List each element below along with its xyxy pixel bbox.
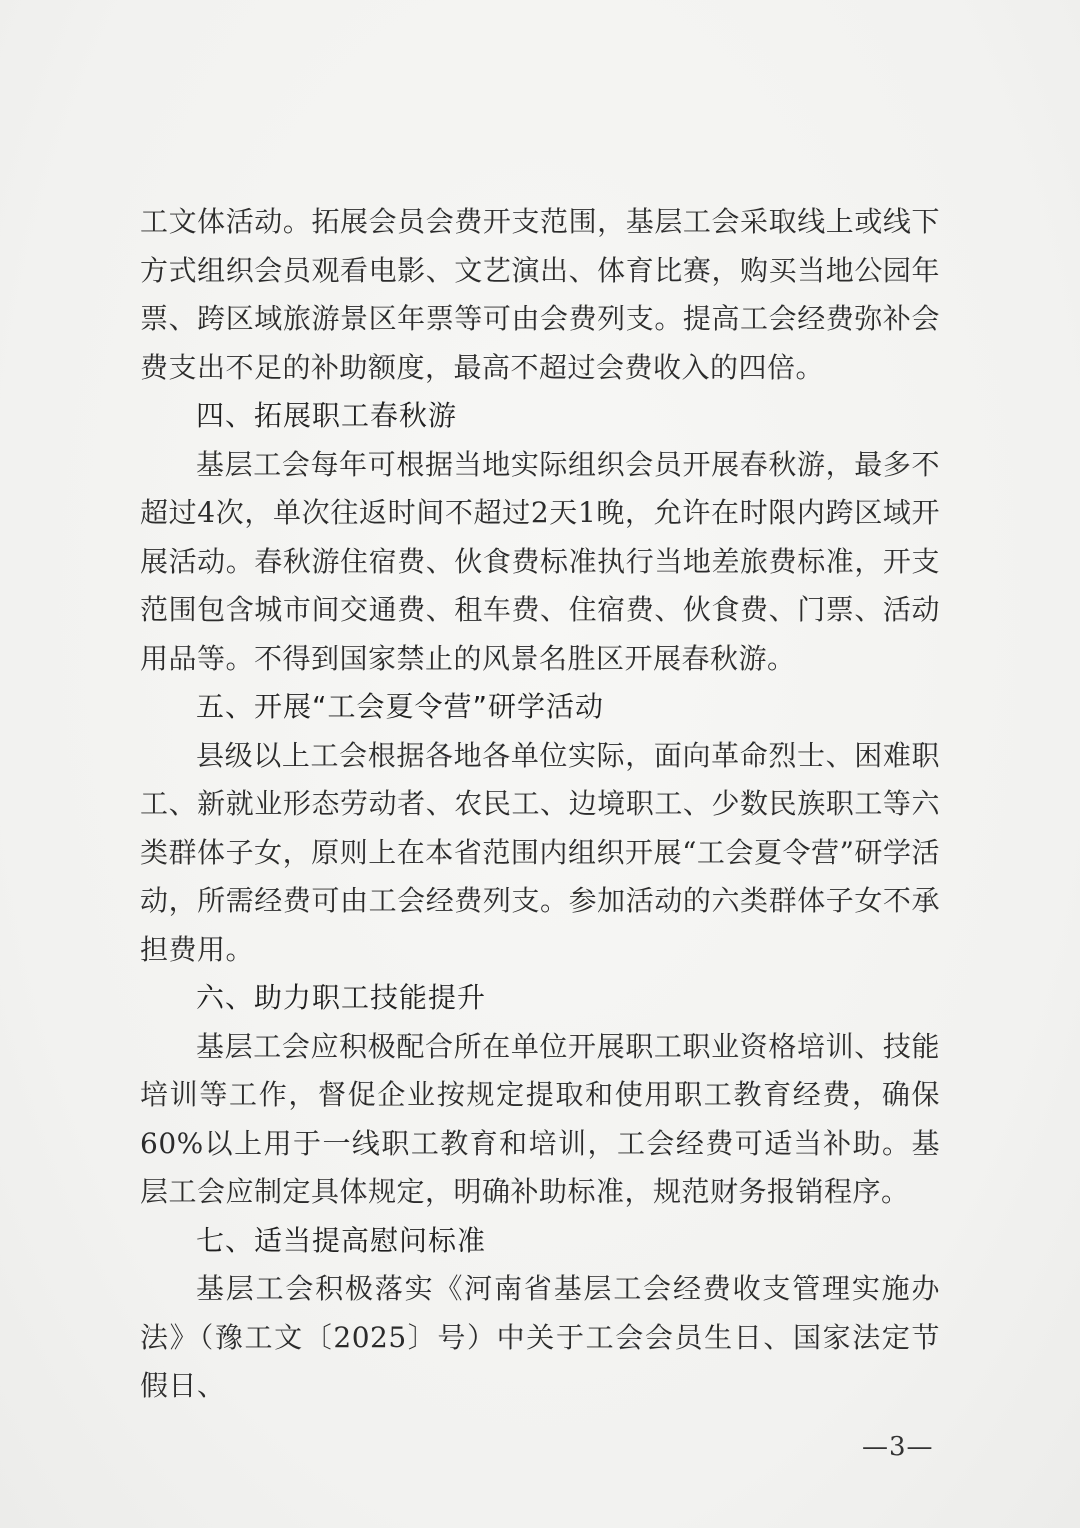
paragraph-2: 基层工会每年可根据当地实际组织会员开展春秋游，最多不超过4次，单次往返时间不超过2天1晚，允许在时限内跨区域开展活动。春秋游住宿费、伙食费标准执行当地差旅费标准，开支范围包含城市间交通费、租车费、住宿费、伙食费、门票、活动用品等。不得到国家禁止的风景名胜区开展春秋游。 — [140, 447, 940, 675]
page-number: —3— — [862, 1432, 934, 1462]
paragraph-5: 基层工会积极落实《河南省基层工会经费收支管理实施办法》（豫工文〔2025〕号）中关于工会会员生日、国家法定节假日、 — [140, 1272, 940, 1402]
section-heading-6: 六、助力职工技能提升 — [196, 981, 487, 1014]
paragraph-3: 县级以上工会根据各地各单位实际，面向革命烈士、困难职工、新就业形态劳动者、农民工、边境职工、少数民族职工等六类群体子女，原则上在本省范围内组织开展“工会夏令营”研学活动，所需经费可由工会经费列支。参加活动的六类群体子女不承担费用。 — [140, 738, 940, 966]
section-heading-5: 五、开展“工会夏令营”研学活动 — [196, 690, 605, 723]
document-body — [140, 198, 940, 1411]
paragraph-4: 基层工会应积极配合所在单位开展职工职业资格培训、技能培训等工作，督促企业按规定提取和使用职工教育经费，确保60%以上用于一线职工教育和培训，工会经费可适当补助。基层工会应制定具体规定，明确补助标准，规范财务报销程序。 — [140, 1029, 940, 1208]
paragraph-1: 工文体活动。拓展会员会费开支范围，基层工会采取线上或线下方式组织会员观看电影、文艺演出、体育比赛，购买当地公园年票、跨区域旅游景区年票等可由会费列支。提高工会经费弥补会费支出不足的补助额度，最高不超过会费收入的四倍。 — [140, 205, 940, 384]
section-heading-7: 七、适当提高慰问标准 — [196, 1223, 487, 1257]
section-heading-4: 四、拓展职工春秋游 — [196, 399, 458, 432]
